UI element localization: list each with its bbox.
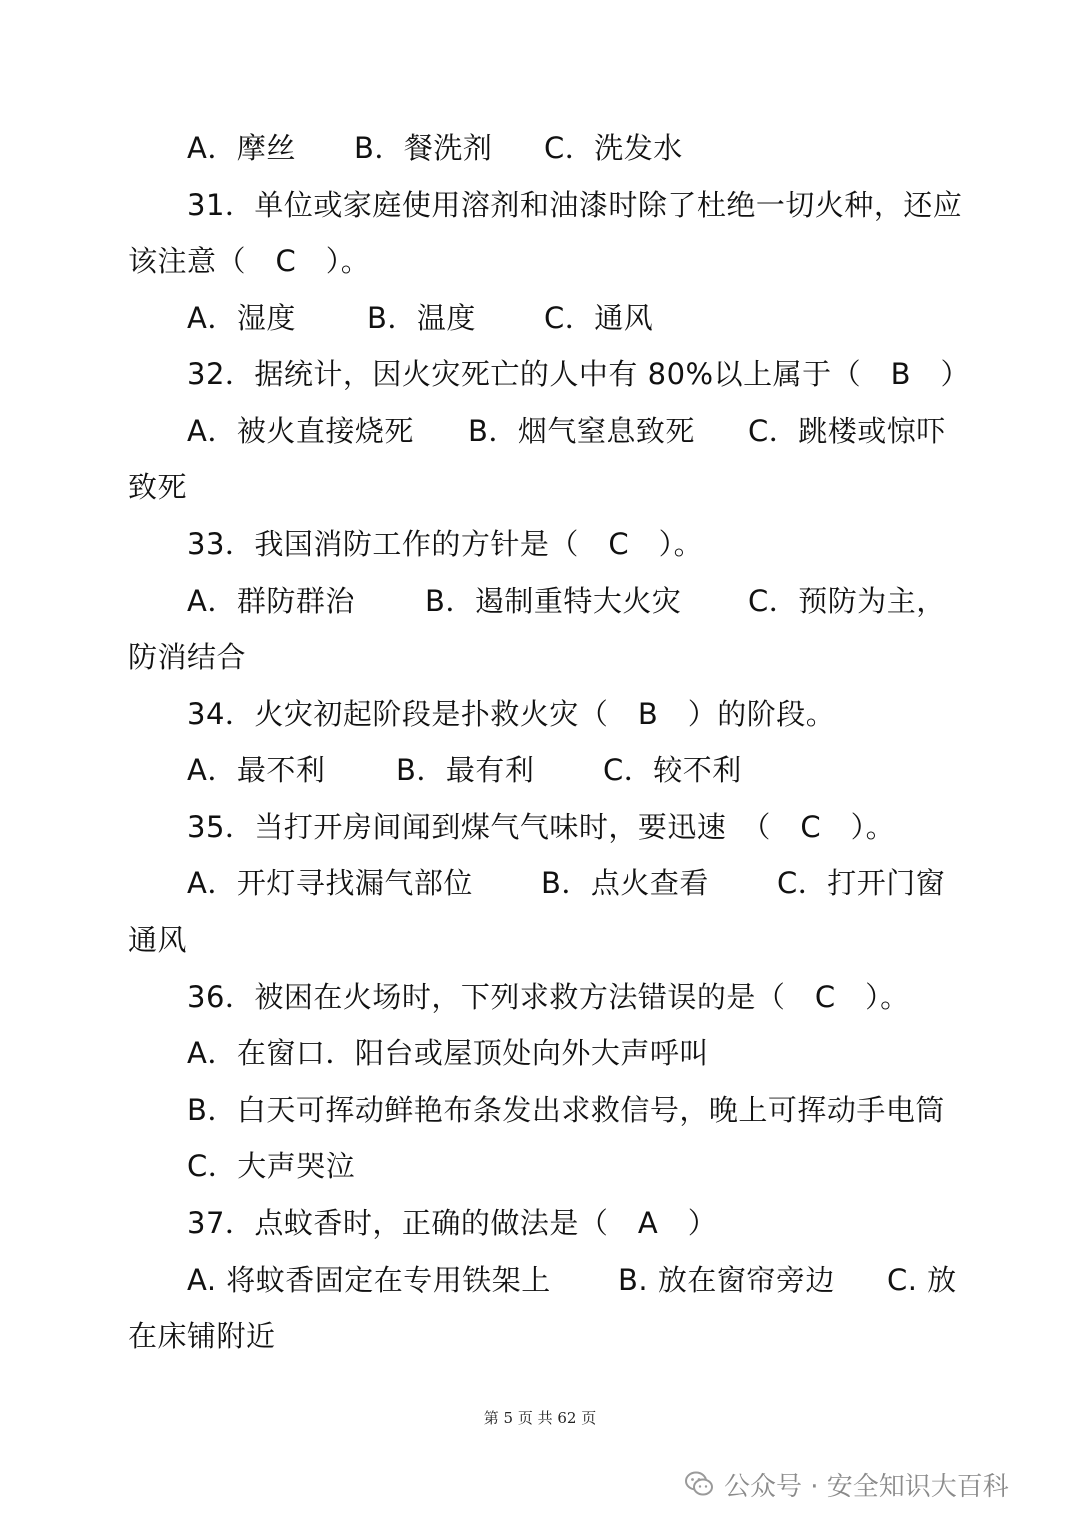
watermark-text: 公众号 · 安全知识大百科: [724, 1471, 1009, 1502]
option-a: A．被火直接烧死: [187, 414, 414, 448]
option-c: C．洗发水: [544, 131, 683, 165]
question-33: 33．我国消防工作的方针是（ C ）。: [187, 527, 704, 561]
option-a: A. 将蚊香固定在专用铁架上: [187, 1263, 551, 1297]
option-c-cont: 致死: [128, 470, 188, 504]
option-c: C．打开门窗: [777, 866, 946, 900]
option-c: C．跳楼或惊吓: [748, 414, 946, 448]
option-c-cont: 通风: [128, 923, 188, 957]
option-c: C．通风: [544, 301, 654, 335]
question-31: 31．单位或家庭使用溶剂和油漆时除了杜绝一切火种，还应: [187, 188, 963, 222]
option-a: A．在窗口．阳台或屋顶处向外大声呼叫: [187, 1036, 709, 1070]
option-a: A．最不利: [187, 753, 326, 787]
option-c: C．预防为主，: [748, 584, 946, 618]
option-b: B. 放在窗帘旁边: [618, 1263, 835, 1297]
option-b: B．烟气窒息致死: [468, 414, 695, 448]
option-a: A．摩丝: [187, 131, 296, 165]
option-a: A．群防群治: [187, 584, 355, 618]
question-36: 36．被困在火场时，下列求救方法错误的是（ C ）。: [187, 980, 910, 1014]
question-35: 35．当打开房间闻到煤气气味时，要迅速 （ C ）。: [187, 810, 896, 844]
question-37: 37．点蚊香时，正确的做法是（ A ）: [187, 1206, 718, 1240]
option-c-cont: 防消结合: [128, 640, 247, 674]
option-b: B．最有利: [396, 753, 535, 787]
option-c: C．较不利: [603, 753, 742, 787]
watermark: [684, 1462, 1009, 1506]
question-32: 32．据统计，因火灾死亡的人中有 80%以上属于（ B ）: [187, 357, 970, 391]
question-31-cont: 该注意（ C ）。: [128, 244, 371, 278]
option-a: A．湿度: [187, 301, 296, 335]
option-b: B．温度: [367, 301, 476, 335]
option-c-cont: 在床铺附近: [128, 1319, 276, 1353]
wechat-icon: [684, 1469, 714, 1499]
question-34: 34．火灾初起阶段是扑救火灾（ B ）的阶段。: [187, 697, 836, 731]
option-a: A．开灯寻找漏气部位: [187, 866, 473, 900]
option-c: C. 放: [887, 1263, 957, 1297]
option-b: B．餐洗剂: [354, 131, 493, 165]
option-b: B．点火查看: [541, 866, 709, 900]
option-b: B．遏制重特大火灾: [425, 584, 682, 618]
option-b: B．白天可挥动鲜艳布条发出求救信号，晚上可挥动手电筒: [187, 1093, 945, 1127]
page-number: 第 5 页 共 62 页: [483, 1409, 597, 1427]
option-c: C．大声哭泣: [187, 1149, 356, 1183]
